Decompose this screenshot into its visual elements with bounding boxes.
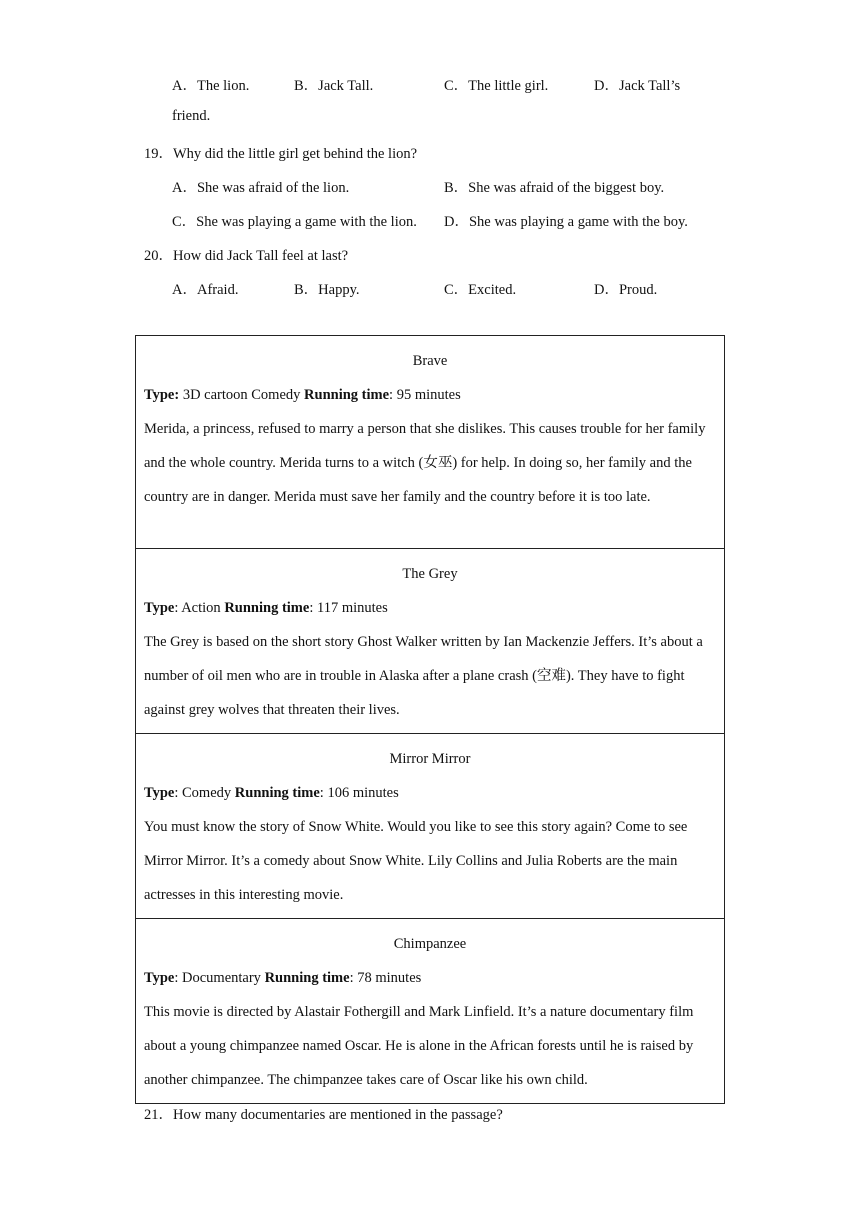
- q20-stem: [144, 244, 348, 265]
- movie-description: This movie is directed by Alastair Fothergill and Mark Linfield. It’s a nature documentary film about a young chimpanzee named Oscar. He is alone in the African forests until he is raised by another chimpanzee. The chimpanzee takes care of Oscar like his own child.: [144, 1004, 694, 1088]
- movie-description: You must know the story of Snow White. Would you like to see this story again? Come to see Mirror Mirror. It’s a comedy about Snow White. Lily Collins and Julia Roberts are the main actresses in this interesting movie.: [144, 819, 688, 903]
- option-letter: C．: [444, 78, 469, 94]
- running-time-label: Running time: [304, 387, 390, 403]
- option-letter: D．: [594, 78, 619, 94]
- option-letter: B．: [294, 282, 319, 298]
- movie-meta: [144, 961, 716, 995]
- question-text: Why did the little girl get behind the lion?: [173, 146, 418, 162]
- option-letter: A．: [172, 78, 197, 94]
- movie-meta: [144, 591, 716, 625]
- question-text: How many documentaries are mentioned in the passage?: [173, 1107, 503, 1123]
- type-value: : Documentary: [174, 970, 265, 986]
- option-letter: D．: [444, 214, 469, 230]
- option-text: She was afraid of the biggest boy.: [468, 180, 665, 196]
- movie-row-mirror-mirror: [136, 734, 725, 919]
- option-text: Proud.: [618, 282, 658, 298]
- movie-description: The Grey is based on the short story Ghost Walker written by Ian Mackenzie Jeffers. It’s about a number of oil men who are in trouble in Alaska after a plane crash (空难). They have to fight against grey wolves that threaten their lives.: [144, 634, 703, 718]
- movie-row-the-grey: [136, 549, 725, 734]
- option-letter: B．: [294, 78, 319, 94]
- option-text: Excited.: [468, 282, 517, 298]
- type-label: Type: [144, 600, 175, 616]
- running-time-label: Running time: [234, 785, 320, 801]
- option-letter: B．: [444, 180, 469, 196]
- movie-cell: [136, 919, 725, 1104]
- movie-title: Chimpanzee: [393, 936, 467, 952]
- running-time-value: : 117 minutes: [309, 600, 388, 616]
- movie-meta: [144, 378, 716, 412]
- q20-option-d: [594, 278, 657, 299]
- movie-title: Brave: [412, 353, 448, 369]
- movie-description: Merida, a princess, refused to marry a person that she dislikes. This causes trouble for her family and the whole country. Merida turns to a witch (女巫) for help. In doing so, her family and the country are in danger. Merida must save her family and the country before it is too late.: [144, 421, 706, 505]
- running-time-label: Running time: [224, 600, 310, 616]
- option-text: She was afraid of the lion.: [196, 180, 350, 196]
- q19-option-d: [444, 210, 688, 231]
- q20-option-b: [294, 278, 360, 299]
- q21-stem: [144, 1103, 503, 1124]
- type-value: : Action: [174, 600, 225, 616]
- type-value: 3D cartoon Comedy: [179, 387, 305, 403]
- type-label: Type: [144, 785, 175, 801]
- movie-meta: [144, 776, 716, 810]
- movie-title: Mirror Mirror: [389, 751, 471, 767]
- option-letter: C．: [172, 214, 197, 230]
- q18-option-b: [294, 74, 373, 95]
- movie-cell: [136, 734, 725, 919]
- movie-cell: [136, 549, 725, 734]
- type-label: Type:: [144, 387, 180, 403]
- running-time-value: : 95 minutes: [389, 387, 461, 403]
- q18-option-d: [594, 74, 680, 95]
- question-text: How did Jack Tall feel at last?: [173, 248, 349, 264]
- option-text: The lion.: [196, 78, 250, 94]
- q18-option-d-wrap: friend.: [172, 108, 211, 124]
- q19-option-c: [172, 210, 417, 231]
- question-number: 19．: [144, 146, 173, 162]
- option-letter: C．: [444, 282, 469, 298]
- q18-option-c: [444, 74, 548, 95]
- q19-option-a: [172, 176, 349, 197]
- question-number: 21．: [144, 1107, 173, 1123]
- option-text: Jack Tall’s: [618, 78, 681, 94]
- q19-option-b: [444, 176, 664, 197]
- movie-row-chimpanzee: [136, 919, 725, 1104]
- option-text: Happy.: [318, 282, 360, 298]
- movie-table: [135, 335, 725, 1104]
- option-text: She was playing a game with the lion.: [196, 214, 417, 230]
- movie-cell: [136, 336, 725, 549]
- movie-row-brave: [136, 336, 725, 549]
- option-text: Jack Tall.: [318, 78, 374, 94]
- option-text: The little girl.: [468, 78, 549, 94]
- running-time-label: Running time: [264, 970, 350, 986]
- movie-title: The Grey: [402, 566, 458, 582]
- type-value: : Comedy: [174, 785, 235, 801]
- option-letter: A．: [172, 180, 197, 196]
- option-letter: D．: [594, 282, 619, 298]
- q18-option-a: [172, 74, 249, 95]
- running-time-value: : 78 minutes: [349, 970, 422, 986]
- option-text: Afraid.: [196, 282, 239, 298]
- question-number: 20．: [144, 248, 173, 264]
- option-letter: A．: [172, 282, 197, 298]
- q20-option-c: [444, 278, 516, 299]
- running-time-value: : 106 minutes: [319, 785, 399, 801]
- type-label: Type: [144, 970, 175, 986]
- option-text: She was playing a game with the boy.: [468, 214, 688, 230]
- q20-option-a: [172, 278, 238, 299]
- q19-stem: [144, 142, 417, 163]
